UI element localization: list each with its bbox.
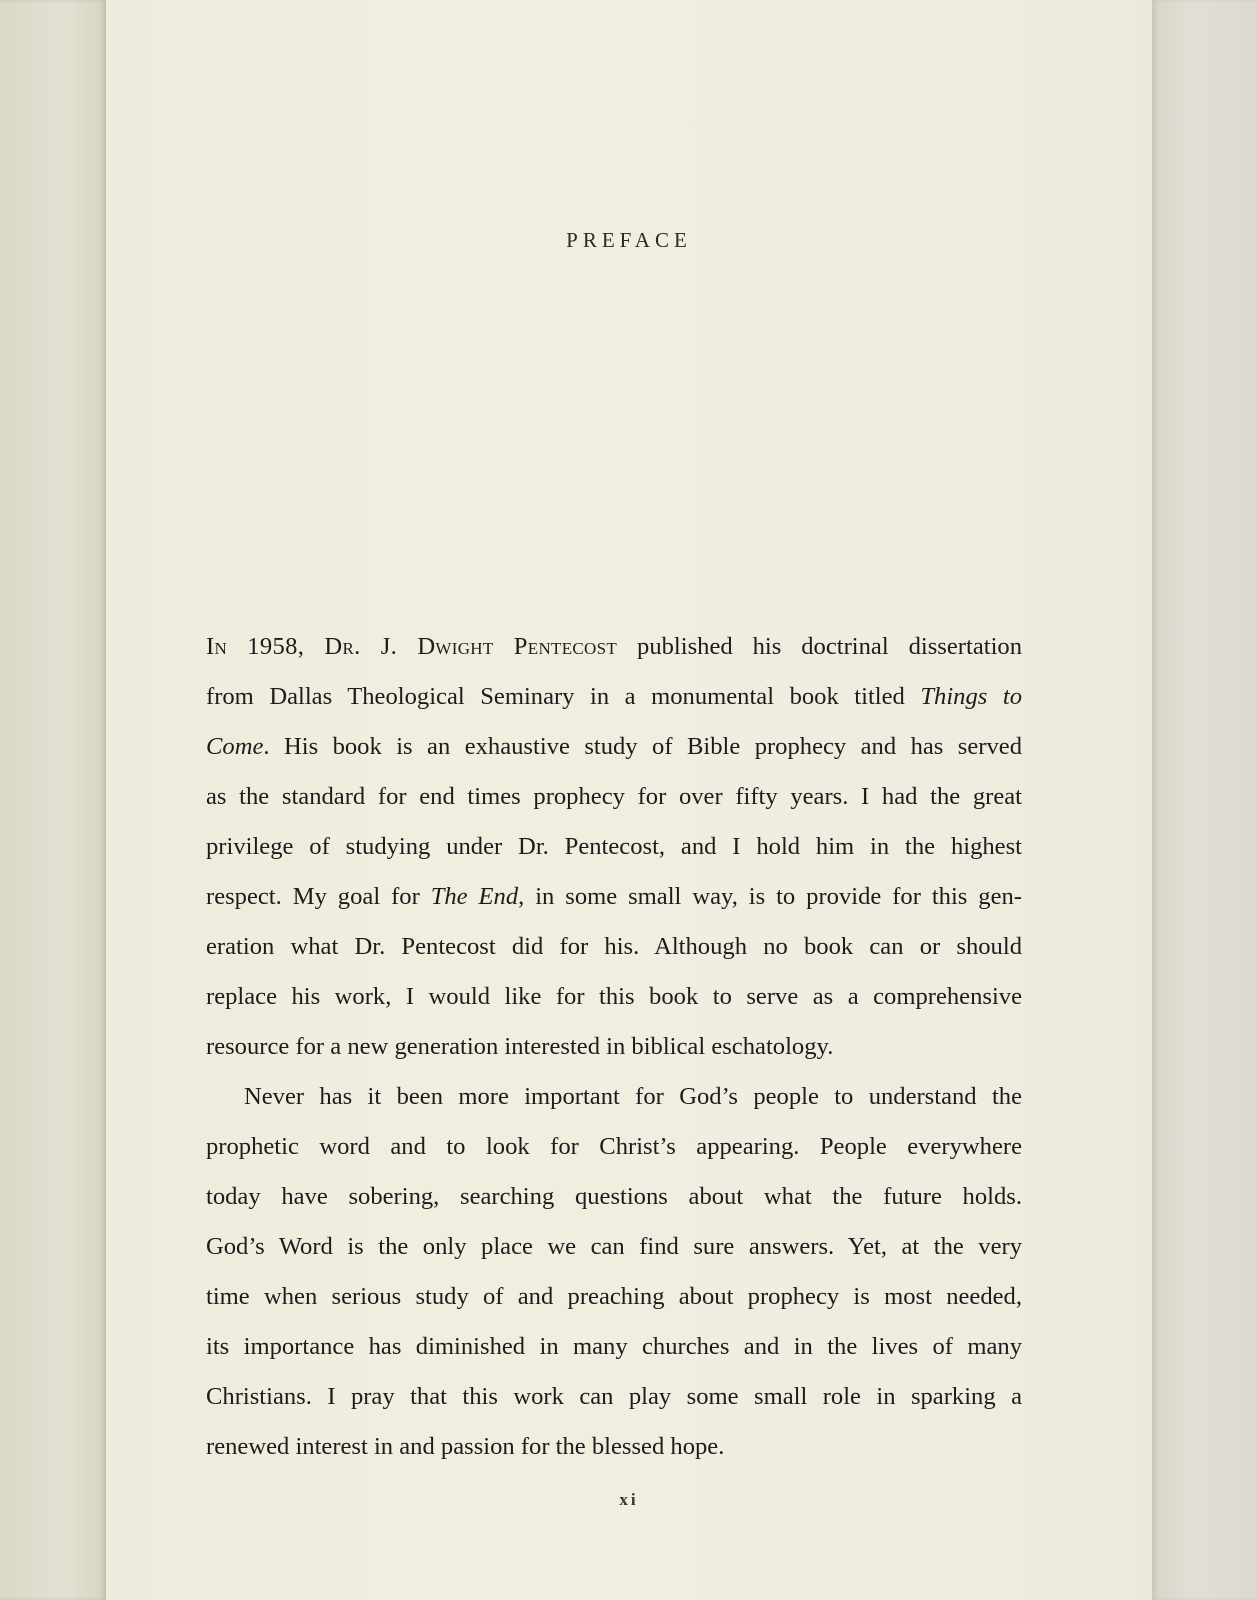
text-fragment: . His book is an exhaustive study of Bible prophecy and has served xyxy=(263,733,1022,760)
text-fragment: published his doctrinal dissertation xyxy=(617,633,1022,660)
body-text xyxy=(206,622,1022,1472)
text-line: prophetic word and to look for Christ’s appearing. People everywhere xyxy=(206,1133,1022,1160)
book-title-italic: Things to xyxy=(920,683,1022,710)
book-page xyxy=(106,0,1152,1600)
left-page-edge xyxy=(0,0,106,1600)
text-line: time when serious study of and preaching about prophecy is most needed, xyxy=(206,1283,1022,1310)
right-page-edge xyxy=(1152,0,1257,1600)
text-fragment: from Dallas Theological Seminary in a monumental book titled xyxy=(206,683,921,710)
text-line: its importance has diminished in many churches and in the lives of many xyxy=(206,1333,1022,1360)
text-line: today have sobering, searching questions about what the future holds. xyxy=(206,1183,1022,1210)
small-caps-lead: In 1958, Dr. J. Dwight Pentecost xyxy=(206,633,618,660)
text-line xyxy=(206,722,1022,772)
text-line: resource for a new generation interested in biblical eschatology. xyxy=(206,1033,834,1060)
text-line: replace his work, I would like for this book to serve as a comprehensive xyxy=(206,983,1022,1010)
text-line: as the standard for end times prophecy for over fifty years. I had the great xyxy=(206,783,1022,810)
text-line: Never has it been more important for God’s people to understand the xyxy=(244,1083,1022,1110)
text-line xyxy=(206,622,1022,672)
text-fragment: respect. My goal for xyxy=(206,883,431,910)
text-line xyxy=(206,672,1022,722)
text-line: eration what Dr. Pentecost did for his. Although no book can or should xyxy=(206,933,1022,960)
book-title-italic: The End xyxy=(430,883,519,910)
text-line: God’s Word is the only place we can find sure answers. Yet, at the very xyxy=(206,1233,1022,1260)
chapter-heading: PREFACE xyxy=(566,228,692,252)
book-title-italic: Come xyxy=(206,733,264,760)
text-line: renewed interest in and passion for the blessed hope. xyxy=(206,1433,725,1460)
text-fragment: , in some small way, is to provide for this gen- xyxy=(518,883,1022,910)
text-line: Christians. I pray that this work can play some small role in sparking a xyxy=(206,1383,1022,1410)
text-line: privilege of studying under Dr. Pentecost, and I hold him in the highest xyxy=(206,833,1022,860)
page-number: xi xyxy=(619,1490,639,1509)
text-line xyxy=(206,872,1022,922)
